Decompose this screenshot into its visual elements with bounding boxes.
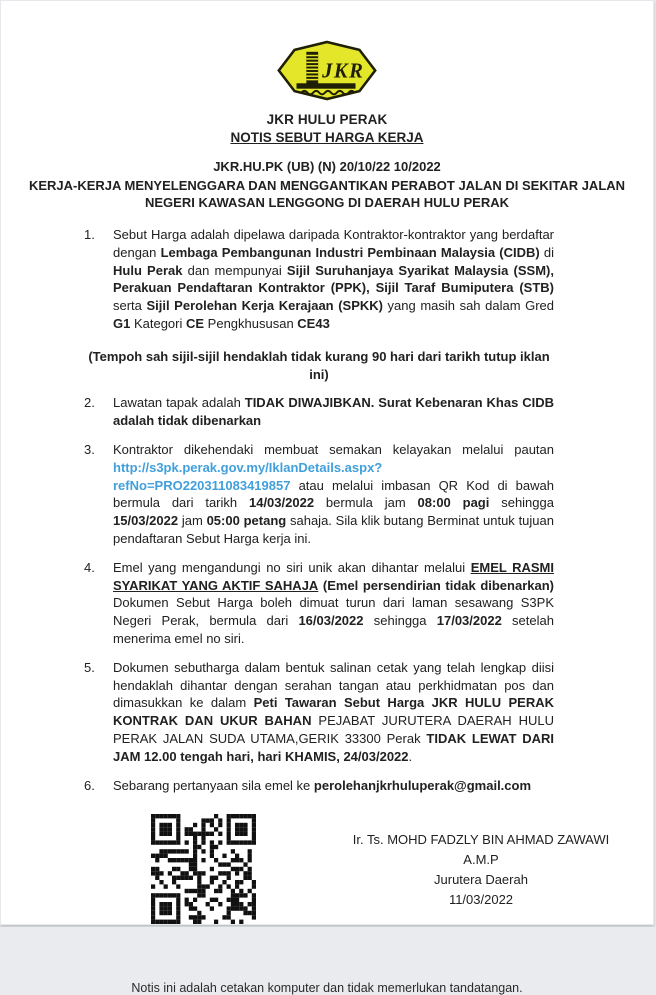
item-number: 3.	[84, 441, 95, 457]
work-title-line2: NEGERI KAWASAN LENGGONG DI DAERAH HULU PERAK	[144, 195, 510, 210]
jkr-logo-text: JKR	[322, 60, 365, 83]
qr-code	[151, 814, 256, 924]
notice-item-4	[84, 559, 554, 648]
item-text: Dokumen sebutharga dalam bentuk salinan cetak yang telah lengkap diisi hendaklah dihantar dengan serahan tangan atau perkhidmatan pos dan dimasukkan ke dalam Peti Tawaran Sebut Harga JKR HULU PERAK KONTRAK DAN UKUR BAHAN PEJABAT JURUTERA DAERAH HULU PERAK JALAN SUDA UTAMA,GERIK 33300 Perak TIDAK LEWAT DARI JAM 12.00 tengah hari, hari KHAMIS, 24/03/2022.	[113, 659, 554, 764]
certificate-validity-note: (Tempoh sah sijil-sijil hendaklah tidak kurang 90 hari dari tarikh tutup iklan ini)	[88, 348, 550, 382]
item-text: Sebut Harga adalah dipelawa daripada Kontraktor-kontraktor yang berdaftar dengan Lembaga Pembangunan Industri Pembinaan Malaysia (CIDB) di Hulu Perak dan mempunyai Sijil Suruhanjaya Syarikat Malaysia (SSM), Perakuan Pendaftaran Kontraktor (PPK), Sijil Taraf Bumiputera (STB) serta Sijil Perolehan Kerja Kerajaan (SPKK) yang masih sah dalam Gred G1 Kategori CE Pengkhususan CE43	[113, 227, 555, 331]
viewer-background	[0, 927, 656, 942]
signatory-honorific: A.M.P	[463, 852, 499, 868]
notice-items	[84, 226, 554, 794]
notice-header	[1, 1, 653, 211]
notice-item-2	[84, 394, 554, 430]
item-number: 1.	[84, 227, 95, 242]
footer-note: Notis ini adalah cetakan komputer dan tidak memerlukan tandatangan.	[131, 981, 523, 995]
item-number: 2.	[84, 395, 95, 411]
work-title	[1, 177, 653, 211]
signature-block	[311, 830, 651, 910]
jkr-logo	[277, 41, 377, 100]
item-text: Sebarang pertanyaan sila emel ke perolehanjkrhuluperak@gmail.com	[113, 777, 532, 793]
notice-item-1	[84, 226, 554, 333]
signatory-name: Ir. Ts. MOHD FADZLY BIN AHMAD ZAWAWI	[352, 832, 610, 848]
ref-number: JKR.HU.PK (UB) (N) 20/10/22 10/2022	[213, 159, 441, 174]
signatory-position: Jurutera Daerah	[434, 872, 528, 888]
jkr-logo-graphic	[277, 41, 377, 100]
item-text: Kontraktor dikehendaki membuat semakan kelayakan melalui pautan http://s3pk.perak.gov.my/IklanDetails.aspx?refNo=PRO220311083419857 atau melalui imbasan QR Kod di bawah bermula dari tarikh 14/03/2022 bermula jam 08:00 pagi sehingga 15/03/2022 jam 05:00 petang sahaja. Sila klik butang Berminat untuk tujuan pendaftaran Sebut Harga kerja ini.	[113, 441, 554, 546]
notice-type: NOTIS SEBUT HARGA KERJA	[230, 130, 424, 145]
item-number: 6.	[84, 777, 95, 793]
work-title-line1: KERJA-KERJA MENYELENGGARA DAN MENGGANTIKAN PERABOT JALAN DI SEKITAR JALAN	[28, 178, 626, 193]
org-name: JKR HULU PERAK	[266, 112, 388, 127]
item-text: Lawatan tapak adalah TIDAK DIWAJIBKAN. Surat Kebenaran Khas CIDB adalah tidak dibenarkan	[113, 395, 554, 429]
signature-date: 11/03/2022	[448, 892, 514, 908]
qr-signature-row	[151, 814, 653, 924]
notice-item-5	[84, 659, 554, 766]
item-text: Emel yang mengandungi no siri unik akan dihantar melalui EMEL RASMI SYARIKAT YANG AKTIF SAHAJA (Emel persendirian tidak dibenarkan) Dokumen Sebut Harga boleh dimuat turun dari laman sesawang S3PK Negeri Perak, bermula dari 16/03/2022 sehingga 17/03/2022 setelah menerima emel no siri.	[113, 559, 554, 646]
item-number: 5.	[84, 659, 95, 675]
notice-item-3	[84, 441, 554, 548]
notice-item-6	[84, 777, 554, 795]
item-number: 4.	[84, 559, 95, 575]
s3pk-link[interactable]: http://s3pk.perak.gov.my/IklanDetails.aspx?refNo=PRO220311083419857	[113, 459, 383, 493]
